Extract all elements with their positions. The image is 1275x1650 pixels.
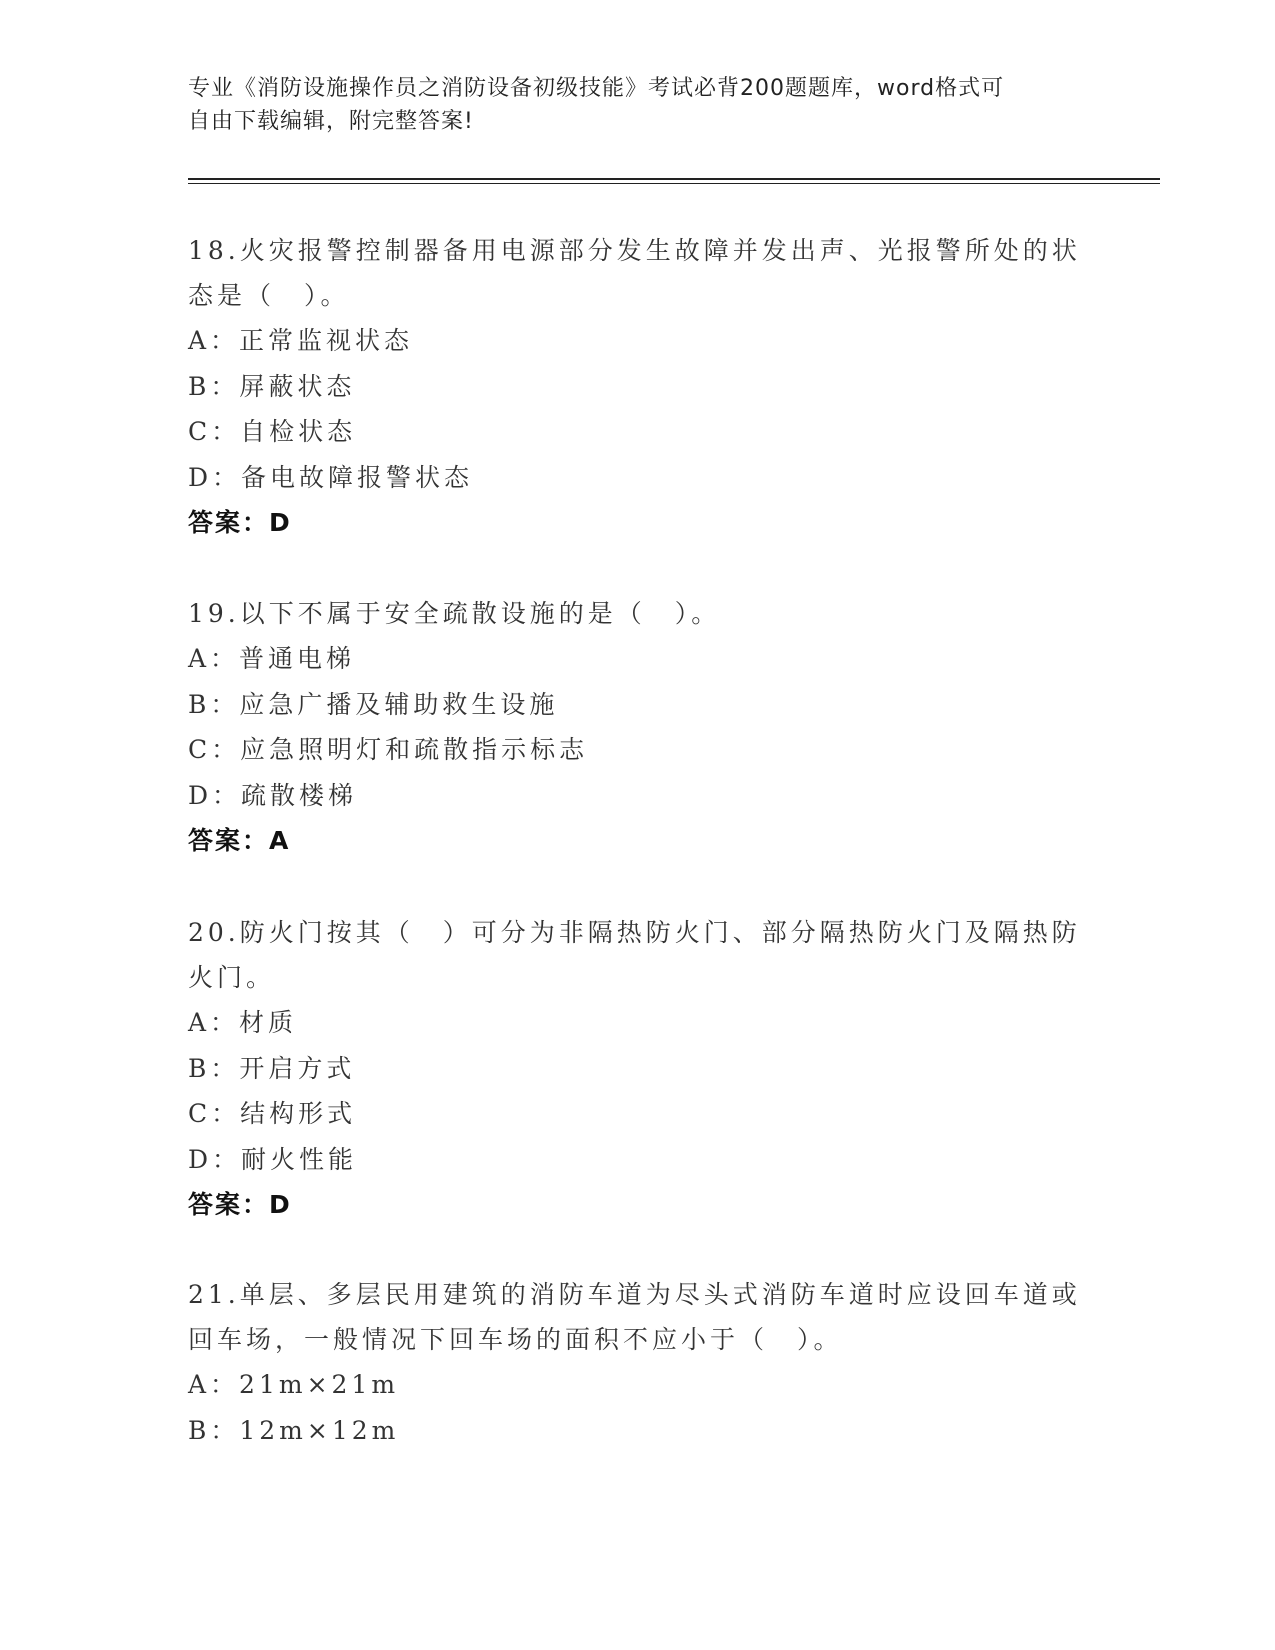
option-b: B：开启方式 <box>188 1053 356 1083</box>
question-stem: 18.火灾报警控制器备用电源部分发生故障并发出声、光报警所处的状 <box>188 236 1081 265</box>
question-stem: 20.防火门按其（ ）可分为非隔热防火门、部分隔热防火门及隔热防 <box>188 918 1081 947</box>
header-line-2: 自由下载编辑，附完整答案! <box>188 109 474 134</box>
option-c: C：应急照明灯和疏散指示标志 <box>188 735 589 764</box>
question-stem-continued: 态是（ ）。 <box>188 281 350 310</box>
question-stem: 21.单层、多层民用建筑的消防车道为尽头式消防车道时应设回车道或 <box>188 1280 1081 1309</box>
header-divider-thick <box>188 178 1160 180</box>
question-stem-continued: 回车场，一般情况下回车场的面积不应小于（ ）。 <box>188 1325 843 1354</box>
option-d: D：耐火性能 <box>188 1144 358 1174</box>
question-stem: 19.以下不属于安全疏散设施的是（ ）。 <box>188 599 721 628</box>
option-d: D：疏散楼梯 <box>188 780 358 810</box>
option-a: A：正常监视状态 <box>188 326 414 355</box>
option-b: B：应急广播及辅助救生设施 <box>188 689 559 719</box>
answer: 答案：D <box>188 1190 292 1219</box>
document-header <box>188 72 1068 138</box>
option-b: B：12m×12m <box>188 1415 400 1445</box>
option-a: A：材质 <box>188 1008 298 1037</box>
question-stem-continued: 火门。 <box>188 963 276 992</box>
option-a: A：21m×21m <box>188 1370 400 1399</box>
answer: 答案：D <box>188 508 292 537</box>
question-20 <box>188 910 1088 1227</box>
answer: 答案：A <box>188 826 291 855</box>
question-21 <box>188 1272 1088 1453</box>
header-line-1: 专业《消防设施操作员之消防设备初级技能》考试必背200题题库，word格式可 <box>188 76 1005 101</box>
header-divider-thin <box>188 183 1160 184</box>
question-18 <box>188 228 1088 545</box>
option-b: B：屏蔽状态 <box>188 371 356 401</box>
question-19 <box>188 591 1088 863</box>
option-c: C：自检状态 <box>188 417 357 446</box>
option-c: C：结构形式 <box>188 1099 357 1128</box>
option-d: D：备电故障报警状态 <box>188 462 474 492</box>
option-a: A：普通电梯 <box>188 644 356 673</box>
